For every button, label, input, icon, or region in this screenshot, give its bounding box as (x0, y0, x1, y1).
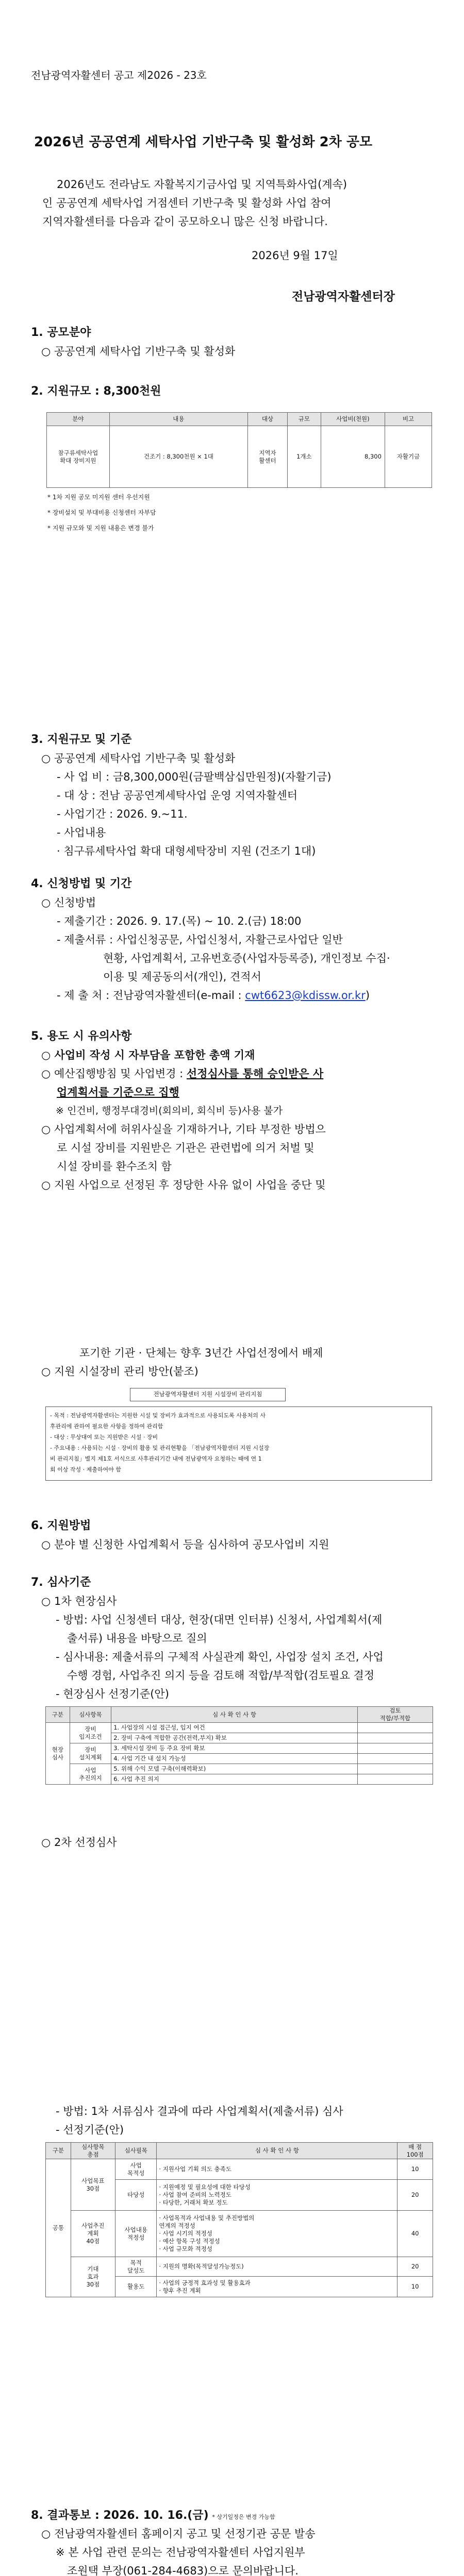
section-3-line: - 사 업 비 : 금8,300,000원(금팔백삼십만원정)(자활기금) (57, 771, 332, 783)
table-cell: 공통 (46, 2159, 71, 2297)
selection-review-table (45, 2142, 433, 2297)
section-8-line: 조원택 부장(061-284-4683)으로 문의바랍니다. (67, 2565, 299, 2576)
table-header: 배 점 100점 (397, 2143, 433, 2159)
table-cell (357, 1733, 433, 1743)
table-cell: 사업내용 적정성 (115, 2211, 157, 2257)
table-cell: · 사업의 긍정적 효과성 및 활용효과 · 향후 추진 계획 (157, 2277, 397, 2297)
table-cell: · 사업목적과 사업내용 및 추진방법의 연계의 적정성 · 사업 시기의 적정성 · 예산 항목 구성 적정성 · 사업 규모화 적정성 (157, 2211, 397, 2257)
table-cell: 참구류세탁사업 확대 장비지원 (47, 426, 110, 488)
table-header: 비고 (385, 413, 432, 426)
table-header: 대상 (248, 413, 288, 426)
section-4-line: - 제출기간 : 2026. 9. 17.(목) ~ 10. 2.(금) 18:00 (57, 915, 302, 927)
table-cell: 자활기금 (385, 426, 432, 488)
intro-line-3: 지역자활센터를 다음과 같이 공모하오니 많은 신청 바랍니다. (42, 215, 328, 228)
support-scale-table (46, 412, 432, 488)
section-8-heading: 8. 결과통보 : 2026. 10. 16.(금) (31, 2509, 209, 2522)
table-cell: 3. 세탁시설 장비 등 주요 장비 확보 (111, 1743, 358, 1754)
table-cell: 장비 설치계획 (70, 1743, 111, 1764)
table-header: 심 사 확 인 사 항 (157, 2143, 397, 2159)
page-title: 2026년 공공연계 세탁사업 기반구축 및 활성화 2차 공모 (34, 134, 373, 150)
table-cell: · 지원사업 기획 의도 충족도 (157, 2159, 397, 2180)
table-cell: 6. 사업 추진 의지 (111, 1774, 358, 1785)
table-header: 내용 (109, 413, 247, 426)
notice-number: 전남광역자활센터 공고 제2026 - 23호 (31, 69, 207, 81)
table-cell: 건조기 : 8,300천원 × 1대 (109, 426, 247, 488)
table-header: 심사항목 총점 (71, 2143, 115, 2159)
review-line: - 현장심사 선정기준(안) (56, 1688, 169, 1700)
section-3-line: - 대 상 : 전남 공공연계세탁사업 운영 지역자활센터 (57, 789, 298, 802)
section-1-heading: 1. 공모분야 (31, 326, 91, 339)
note-line: * 1차 지원 공모 미지원 센터 우선지원 (47, 494, 150, 501)
section-5-line (41, 1065, 323, 1082)
table-cell: 1개소 (287, 426, 321, 488)
note-line: * 장비설치 및 부대비용 신청센터 자부담 (47, 509, 156, 516)
table-cell: 2. 장비 구축에 적합한 공간(전력,부지) 확보 (111, 1733, 358, 1743)
guideline-box (45, 1406, 432, 1481)
section-4-heading: 4. 신청방법 및 기간 (31, 877, 132, 890)
table-cell: 20 (397, 2180, 433, 2211)
section-5-line: ○ 사업계획서에 허위사실을 기재하거나, 기타 부정한 방법으 (41, 1123, 326, 1136)
review-round-2: ○ 2차 선정심사 (41, 1836, 117, 1849)
table-header: 구분 (46, 2143, 71, 2159)
section-5-heading: 5. 용도 시 유의사항 (31, 1030, 132, 1043)
section-3-line: ○ 공공연계 세탁사업 기반구축 및 활성화 (41, 752, 236, 765)
table-cell (357, 1774, 433, 1785)
guideline-title: 전남광역자활센터 지원 시설장비 관리지침 (153, 1391, 262, 1398)
guideline-line: 후관리에 관하여 필요한 사항을 정하여 관리함 (50, 1423, 163, 1430)
review-line: 수행 경험, 사업추진 의지 등을 검토해 적합/부적합(검토필요 결정 (67, 1669, 375, 1682)
section-5-line: ○ 지원 사업으로 선정된 후 정당한 사유 없이 사업을 중단 및 (41, 1179, 326, 1191)
table-cell: 5. 위해 수익 모델 구축(이해력확보) (111, 1764, 358, 1774)
table-cell: 타당성 (115, 2180, 157, 2211)
table-cell: 20 (397, 2257, 433, 2277)
table-header: 심사항목 (70, 1707, 111, 1723)
budget-rule-label: ○ 예산집행방침 및 사업변경 : (41, 1067, 187, 1080)
section-4-line: - 제출서류 : 사업신청공문, 사업신청서, 자활근로사업단 일반 (57, 934, 343, 946)
table-cell: 기대 효과 30점 (71, 2257, 115, 2297)
table-header: 검토 적합/부적합 (357, 1707, 433, 1723)
section-5-line: 로 시설 장비를 지원받은 기관은 관련법에 의거 처벌 및 (57, 1142, 314, 1154)
submission-suffix: ) (365, 989, 370, 1002)
notice-date: 2026년 9월 17일 (252, 249, 338, 262)
section-3-line: · 침구류세탁사업 확대 대형세탁장비 지원 (건조기 1대) (57, 845, 316, 857)
table-header: 심사필목 (115, 2143, 157, 2159)
guideline-line: 비 관리지침」별지 제1호 서식으로 사후관리기간 내에 전남광역자 요청하는 때에 연 1 (50, 1455, 262, 1462)
section-6-heading: 6. 지원방법 (31, 1519, 91, 1532)
table-cell: 사업목표 30점 (71, 2159, 115, 2211)
table-header: 규모 (287, 413, 321, 426)
guideline-line: - 목적 : 전남광역자활센터는 지원한 시설 및 장비가 효과적으로 사용되도록 사용처의 사 (50, 1412, 266, 1419)
section-6-line: ○ 분야 별 신청한 사업계획서 등을 심사하여 공모사업비 지원 (41, 1538, 329, 1551)
organization-name: 전남광역자활센터장 (292, 290, 395, 303)
section-8-line: ※ 본 사업 관련 문의는 전남광역자활센터 사업지원부 (56, 2546, 305, 2558)
section-2-heading: 2. 지원규모 : 8,300천원 (31, 385, 161, 398)
section-8-line: ○ 전남광역자활센터 홈페이지 공고 및 선정기관 공문 발송 (41, 2528, 316, 2540)
guideline-line: - 주요내용 : 사용되는 시설 · 장비의 활용 및 관리현황을 「전남광역자활센터 지원 시설장 (50, 1445, 270, 1451)
review-line: - 방법: 1차 서류심사 결과에 따라 사업계획서(제출서류) 심사 (56, 2105, 343, 2117)
intro-line-1: 2026년도 전라남도 자활복지기금사업 및 지역특화사업(계속) (57, 178, 347, 191)
table-cell: · 지원예정 및 필요성에 대한 타당성 · 사업 참여 준비의 노력정도 · 타당한, 거래처 확보 정도 (157, 2180, 397, 2211)
review-line: 출서류) 내용을 바탕으로 질의 (67, 1632, 207, 1645)
table-header: 심 사 확 인 사 항 (111, 1707, 358, 1723)
table-cell: 1. 사업장의 시설 접근성, 입지 여건 (111, 1723, 358, 1733)
section-5-note: ※ 인건비, 행정부대경비(회의비, 회식비 등)사용 불가 (56, 1105, 283, 1116)
section-8-heading-line (31, 2507, 275, 2526)
table-cell: 사업 추진의지 (70, 1764, 111, 1785)
guideline-line: - 대상 : 무상대여 또는 지원받은 시설 · 장비 (50, 1434, 158, 1440)
submission-prefix: - 제 출 처 : 전남광역자활센터(e-mail : (57, 989, 245, 1002)
schedule-note: * 상기일정은 변경 가능함 (212, 2514, 275, 2520)
guideline-box-title (130, 1388, 286, 1401)
review-round-1: ○ 1차 현장심사 (41, 1595, 117, 1607)
section-5-line: ○ 사업비 작성 시 자부담을 포함한 총액 기재 (41, 1049, 255, 1061)
budget-rule-emphasis: 선정심사를 통해 승인받은 사 (186, 1067, 324, 1080)
section-4-line: 이용 및 제공동의서(개인), 견적서 (103, 971, 261, 983)
section-3-line: - 사업기간 : 2026. 9.~11. (57, 808, 188, 820)
budget-rule-emphasis-cont: 업계획서를 기준으로 집행 (57, 1086, 179, 1098)
section-5-line: 시설 장비를 환수조치 함 (57, 1160, 172, 1173)
review-line: - 방법: 사업 신청센터 대상, 현장(대면 인터뷰) 신청서, 사업계획서(제 (56, 1614, 383, 1626)
table-cell (357, 1754, 433, 1764)
table-cell: 10 (397, 2277, 433, 2297)
table-cell: 활용도 (115, 2277, 157, 2297)
table-cell: 현장 심사 (46, 1723, 70, 1785)
section-7-heading: 7. 심사기준 (31, 1576, 91, 1589)
table-cell: 40 (397, 2211, 433, 2257)
table-cell: 10 (397, 2159, 433, 2180)
section-4-line: ○ 신청방법 (41, 896, 96, 909)
field-review-table (45, 1706, 433, 1785)
table-cell: 사업 목적성 (115, 2159, 157, 2180)
section-4-line: 현황, 사업계획서, 고유번호증(사업자등록증), 개인정보 수집· (103, 952, 390, 964)
table-cell: 8,300 (321, 426, 385, 488)
section-3-line: - 사업내용 (57, 826, 106, 839)
table-cell (357, 1764, 433, 1774)
section-5-line: ○ 지원 시설장비 관리 방안(붙조) (41, 1365, 198, 1378)
table-cell: 장비 입지조건 (70, 1723, 111, 1743)
section-3-heading: 3. 지원규모 및 기준 (31, 733, 132, 746)
table-header: 사업비(천원) (321, 413, 385, 426)
table-cell: 4. 사업 기간 내 설치 가능성 (111, 1754, 358, 1764)
review-line: - 선정기준(안) (56, 2124, 124, 2136)
section-1-item: ○ 공공연계 세탁사업 기반구축 및 활성화 (41, 345, 236, 358)
table-cell: · 지원의 명확(목적달성가능정도) (157, 2257, 397, 2277)
note-line: * 지원 규모와 및 지원 내용은 변경 불가 (47, 524, 154, 532)
table-header: 분야 (47, 413, 110, 426)
review-line: - 심사내용: 제출서류의 구체적 사실관계 확인, 사업장 설치 조건, 사업 (56, 1651, 384, 1663)
guideline-line: 회 이상 작성 · 제출하여야 함 (50, 1466, 121, 1473)
section-5-line: 포기한 기관 · 단체는 향후 3년간 사업선정에서 배제 (79, 1347, 323, 1359)
table-cell (357, 1723, 433, 1733)
table-cell (357, 1743, 433, 1754)
table-cell: 목적 달성도 (115, 2257, 157, 2277)
submission-line (57, 987, 370, 1004)
table-cell: 지역자 활센터 (248, 426, 288, 488)
intro-line-2: 인 공공연계 세탁사업 거점센터 기반구축 및 활성화 사업 참여 (42, 197, 332, 209)
table-cell: 사업추진 계획 40점 (71, 2211, 115, 2257)
email-link[interactable]: cwt6623@kdissw.or.kr (245, 989, 366, 1002)
table-header: 구분 (46, 1707, 70, 1723)
